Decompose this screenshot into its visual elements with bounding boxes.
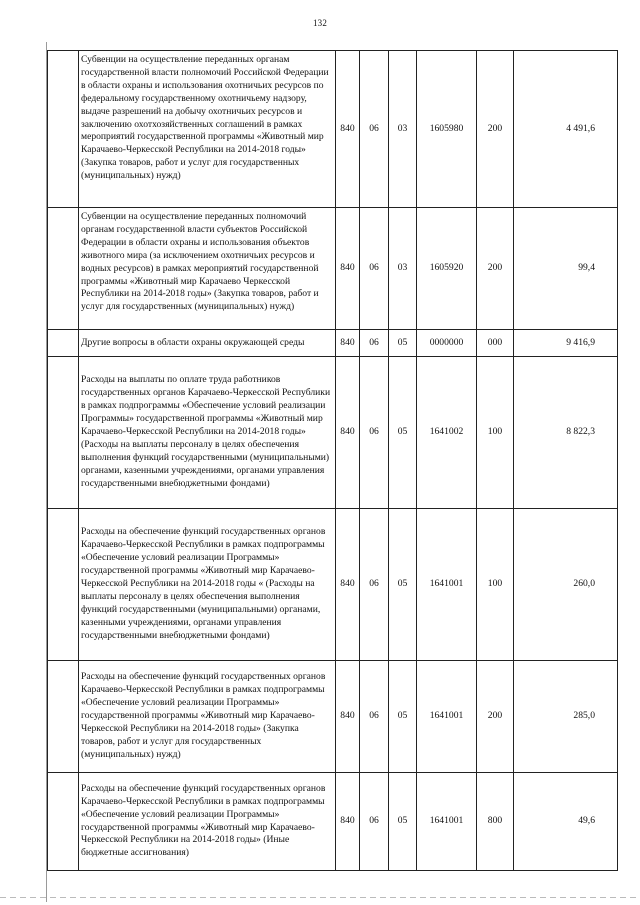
amount: 49,6 xyxy=(514,773,618,871)
section-code: 06 xyxy=(360,51,389,208)
subsection-code: 05 xyxy=(389,357,417,509)
expense-type-code: 200 xyxy=(477,51,514,208)
target-article-code: 1605920 xyxy=(417,208,477,330)
blank-cell xyxy=(48,773,79,871)
amount: 9 416,9 xyxy=(514,330,618,357)
ministry-code: 840 xyxy=(336,51,360,208)
amount: 260,0 xyxy=(514,509,618,661)
target-article-code: 1641001 xyxy=(417,509,477,661)
expense-type-code: 200 xyxy=(477,661,514,773)
expense-name: Расходы на обеспечение функций государственных органов Карачаево-Черкесской Республики в рамках подпрограммы «Обеспечение условий реализации Программы» государственной программы «Животный мир Карачаево-Черкесской Республики на 2014-2018 годы» (Закупка товаров, работ и услуг для государственных (муниципальных) нужд) xyxy=(79,661,336,773)
table-row xyxy=(48,773,618,871)
table-row xyxy=(48,357,618,509)
budget-table xyxy=(47,50,618,871)
subsection-code: 05 xyxy=(389,773,417,871)
section-code: 06 xyxy=(360,330,389,357)
expense-name: Расходы на выплаты по оплате труда работников государственных органов Карачаево-Черкесской Республики в рамках подпрограммы «Обеспечение условий реализации Программы» государственной программы «Животный мир Карачаево-Черкесской Республики на 2014-2018 годы» (Расходы на выплаты персоналу в целях обеспечения выполнения функций государственными (муниципальными) органами, казенными учреждениями, органами управления государственными внебюджетными фондами) xyxy=(79,357,336,509)
section-code: 06 xyxy=(360,773,389,871)
amount: 8 822,3 xyxy=(514,357,618,509)
amount: 285,0 xyxy=(514,661,618,773)
subsection-code: 05 xyxy=(389,330,417,357)
table-row xyxy=(48,208,618,330)
expense-type-code: 100 xyxy=(477,357,514,509)
target-article-code: 1605980 xyxy=(417,51,477,208)
subsection-code: 05 xyxy=(389,661,417,773)
blank-cell xyxy=(48,51,79,208)
target-article-code: 1641001 xyxy=(417,661,477,773)
ministry-code: 840 xyxy=(336,509,360,661)
expense-name: Расходы на обеспечение функций государственных органов Карачаево-Черкесской Республики в рамках подпрограммы «Обеспечение условий реализации Программы» государственной программы «Животный мир Карачаево-Черкесской Республики на 2014-2018 годы « (Расходы на выплаты персоналу в целях обеспечения выполнения функций государственными (муниципальными) органами, казенными учреждениями, органами управления государственными внебюджетными фондами) xyxy=(79,509,336,661)
ministry-code: 840 xyxy=(336,208,360,330)
amount: 99,4 xyxy=(514,208,618,330)
expense-type-code: 800 xyxy=(477,773,514,871)
ministry-code: 840 xyxy=(336,357,360,509)
scan-bottom-edge xyxy=(0,897,640,898)
blank-cell xyxy=(48,357,79,509)
expense-name: Субвенции на осуществление переданных органам государственной власти полномочий Российской Федерации в области охраны и использования охотничьих ресурсов по федеральному государственному охотничьему надзору, выдаче разрешений на добычу охотничьих ресурсов и заключению охотхозяйственных соглашений в рамках мероприятий государственной программы «Животный мир Карачаево-Черкесской Республики на 2014-2018 годы» (Закупка товаров, работ и услуг для государственных (муниципальных) нужд) xyxy=(79,51,336,208)
subsection-code: 03 xyxy=(389,208,417,330)
expense-name: Расходы на обеспечение функций государственных органов Карачаево-Черкесской Республики в рамках подпрограммы «Обеспечение условий реализации Программы» государственной программы «Животный мир Карачаево-Черкесской Республики на 2014-2018 годы» (Иные бюджетные ассигнования) xyxy=(79,773,336,871)
ministry-code: 840 xyxy=(336,773,360,871)
blank-cell xyxy=(48,661,79,773)
expense-type-code: 100 xyxy=(477,509,514,661)
expense-type-code: 000 xyxy=(477,330,514,357)
page-number: 132 xyxy=(312,18,328,28)
ministry-code: 840 xyxy=(336,661,360,773)
expense-type-code: 200 xyxy=(477,208,514,330)
target-article-code: 1641001 xyxy=(417,773,477,871)
section-code: 06 xyxy=(360,661,389,773)
subsection-code: 05 xyxy=(389,509,417,661)
target-article-code: 0000000 xyxy=(417,330,477,357)
subsection-code: 03 xyxy=(389,51,417,208)
blank-cell xyxy=(48,330,79,357)
section-code: 06 xyxy=(360,208,389,330)
amount: 4 491,6 xyxy=(514,51,618,208)
section-code: 06 xyxy=(360,357,389,509)
table-row xyxy=(48,330,618,357)
expense-name: Субвенции на осуществление переданных полномочий органам государственной власти субъектов Российской Федерации в области охраны и использования объектов животного мира (за исключением охотничьих ресурсов и водных ресурсов) в рамках мероприятий государственной программы «Животный мир Карачаево Черкесской Республики на 2014-2018 годы» (Закупка товаров, работ и услуг для государственных (муниципальных) нужд) xyxy=(79,208,336,330)
target-article-code: 1641002 xyxy=(417,357,477,509)
section-code: 06 xyxy=(360,509,389,661)
blank-cell xyxy=(48,208,79,330)
blank-cell xyxy=(48,509,79,661)
table-row xyxy=(48,509,618,661)
table-row xyxy=(48,51,618,208)
ministry-code: 840 xyxy=(336,330,360,357)
expense-name: Другие вопросы в области охраны окружающей среды xyxy=(79,330,336,357)
table-row xyxy=(48,661,618,773)
